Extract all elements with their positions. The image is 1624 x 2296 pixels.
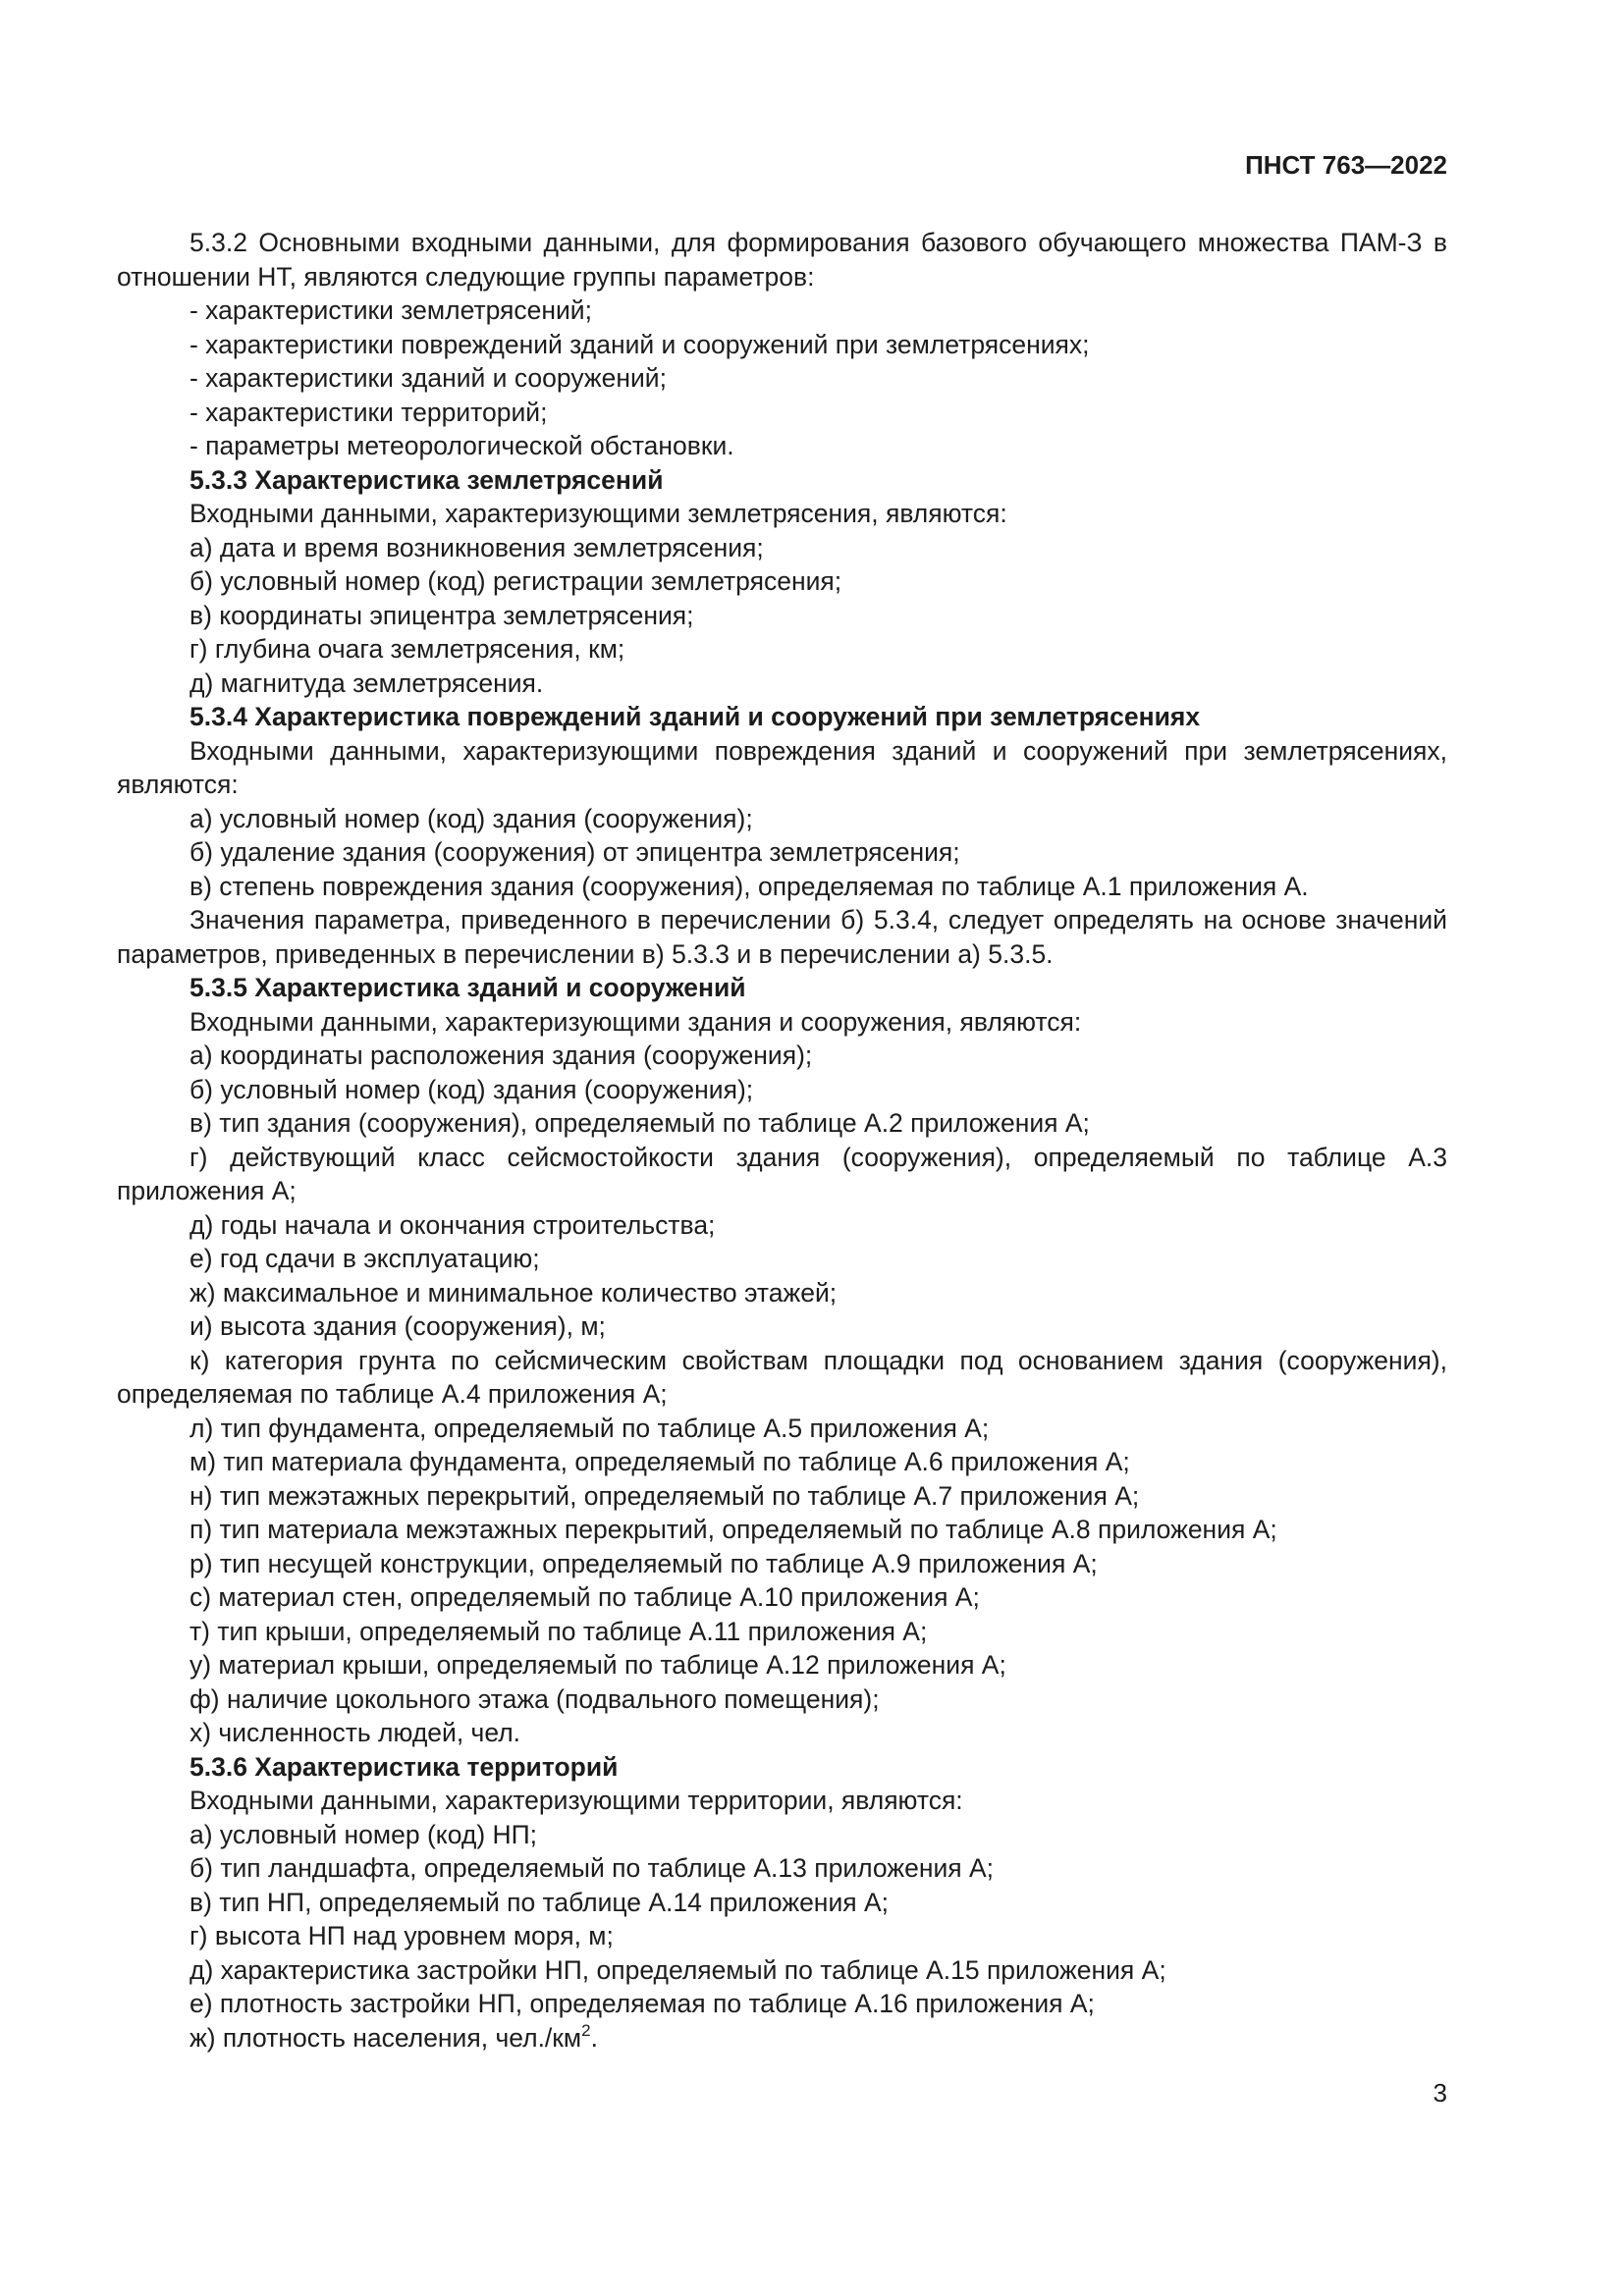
list-item: б) удаление здания (сооружения) от эпицентра землетрясения; bbox=[189, 837, 960, 867]
section-intro: Входными данными, характеризующими территории, являются: bbox=[189, 1786, 963, 1815]
list-item: б) тип ландшафта, определяемый по таблице А.13 приложения А; bbox=[189, 1853, 995, 1883]
list-item: в) тип здания (сооружения), определяемый по таблице А.2 приложения А; bbox=[189, 1108, 1090, 1138]
list-item: а) дата и время возникновения землетрясения; bbox=[189, 532, 764, 562]
list-item: в) координаты эпицентра землетрясения; bbox=[189, 600, 694, 630]
section-intro: Входными данными, характеризующими повреждения зданий и сооружений при землетрясениях, являются: bbox=[117, 735, 1447, 799]
list-item: х) численность людей, чел. bbox=[189, 1718, 521, 1747]
list-item: г) глубина очага землетрясения, км; bbox=[189, 634, 625, 664]
list-item: в) тип НП, определяемый по таблице А.14 приложения А; bbox=[189, 1887, 889, 1917]
list-item: к) категория грунта по сейсмическим свойствам площадки под основанием здания (сооружения), определяемая по таблице А.4 приложения А; bbox=[117, 1345, 1447, 1409]
list-item: л) тип фундамента, определяемый по таблице А.5 приложения А; bbox=[189, 1413, 990, 1443]
list-item: - характеристики землетрясений; bbox=[189, 295, 592, 325]
population-density-label: ж) плотность населения, чел./км bbox=[189, 2022, 582, 2053]
list-item-last bbox=[117, 2021, 1447, 2056]
section-intro: Входными данными, характеризующими землетрясения, являются: bbox=[189, 499, 1007, 528]
superscript-exponent: 2 bbox=[581, 2020, 591, 2040]
document-code: ПНСТ 763—2022 bbox=[1245, 150, 1447, 180]
paragraph-5-3-2: 5.3.2 Основными входными данными, для формирования базового обучающего множества ПАМ-З в отношении НТ, являются следующие группы параметров: bbox=[117, 228, 1447, 292]
section-heading-5-3-6: 5.3.6 Характеристика территорий bbox=[189, 1751, 619, 1782]
list-item: н) тип межэтажных перекрытий, определяемый по таблице А.7 приложения А; bbox=[189, 1480, 1140, 1511]
page-number: 3 bbox=[1433, 2078, 1447, 2108]
list-item: с) материал стен, определяемый по таблице А.10 приложения А; bbox=[189, 1582, 980, 1612]
list-item: м) тип материала фундамента, определяемый по таблице А.6 приложения А; bbox=[189, 1447, 1130, 1476]
list-item: и) высота здания (сооружения), м; bbox=[189, 1311, 606, 1341]
list-item: а) условный номер (код) здания (сооружения); bbox=[189, 803, 753, 833]
sentence-end: . bbox=[590, 2022, 598, 2053]
list-item: а) координаты расположения здания (сооружения); bbox=[189, 1041, 813, 1070]
list-item: д) характеристика застройки НП, определяемый по таблице А.15 приложения А; bbox=[189, 1954, 1166, 1985]
document-body bbox=[117, 226, 1447, 2055]
list-item: е) плотность застройки НП, определяемая по таблице А.16 приложения А; bbox=[189, 1989, 1095, 2018]
list-item: г) действующий класс сейсмостойкости здания (сооружения), определяемый по таблице А.3 приложения А; bbox=[117, 1142, 1447, 1205]
section-heading-5-3-4: 5.3.4 Характеристика повреждений зданий и сооружений при землетрясениях bbox=[189, 702, 1201, 731]
list-item: б) условный номер (код) здания (сооружения); bbox=[189, 1074, 754, 1104]
section-intro: Входными данными, характеризующими здания и сооружения, являются: bbox=[189, 1006, 1082, 1037]
section-note: Значения параметра, приведенного в перечислении б) 5.3.4, следует определять на основе значений параметров, приведенных в перечислении в) 5.3.3 и в перечислении а) 5.3.5. bbox=[117, 905, 1447, 969]
section-heading-5-3-3: 5.3.3 Характеристика землетрясений bbox=[189, 464, 664, 495]
list-item: - характеристики зданий и сооружений; bbox=[189, 363, 667, 393]
list-item: в) степень повреждения здания (сооружения), определяемая по таблице А.1 приложения А. bbox=[189, 871, 1309, 901]
section-heading-5-3-5: 5.3.5 Характеристика зданий и сооружений bbox=[189, 973, 746, 1002]
list-item: ж) максимальное и минимальное количество этажей; bbox=[189, 1277, 838, 1308]
list-item: д) годы начала и окончания строительства; bbox=[189, 1209, 716, 1240]
list-item: у) материал крыши, определяемый по таблице А.12 приложения А; bbox=[189, 1650, 1006, 1680]
list-item: т) тип крыши, определяемый по таблице А.11 приложения А; bbox=[189, 1616, 928, 1646]
list-item: - параметры метеорологической обстановки. bbox=[189, 431, 734, 460]
list-item: п) тип материала межэтажных перекрытий, определяемый по таблице А.8 приложения А; bbox=[189, 1515, 1277, 1544]
list-item: е) год сдачи в эксплуатацию; bbox=[189, 1244, 540, 1273]
list-item: - характеристики территорий; bbox=[189, 397, 548, 427]
list-item: г) высота НП над уровнем моря, м; bbox=[189, 1921, 614, 1950]
list-item: - характеристики повреждений зданий и сооружений при землетрясениях; bbox=[189, 329, 1090, 359]
list-item: р) тип несущей конструкции, определяемый по таблице А.9 приложения А; bbox=[189, 1548, 1098, 1578]
list-item: ф) наличие цокольного этажа (подвального помещения); bbox=[189, 1683, 880, 1714]
list-item: а) условный номер (код) НП; bbox=[189, 1819, 538, 1849]
list-item: б) условный номер (код) регистрации землетрясения; bbox=[189, 566, 842, 596]
list-item: д) магнитуда землетрясения. bbox=[189, 667, 544, 698]
